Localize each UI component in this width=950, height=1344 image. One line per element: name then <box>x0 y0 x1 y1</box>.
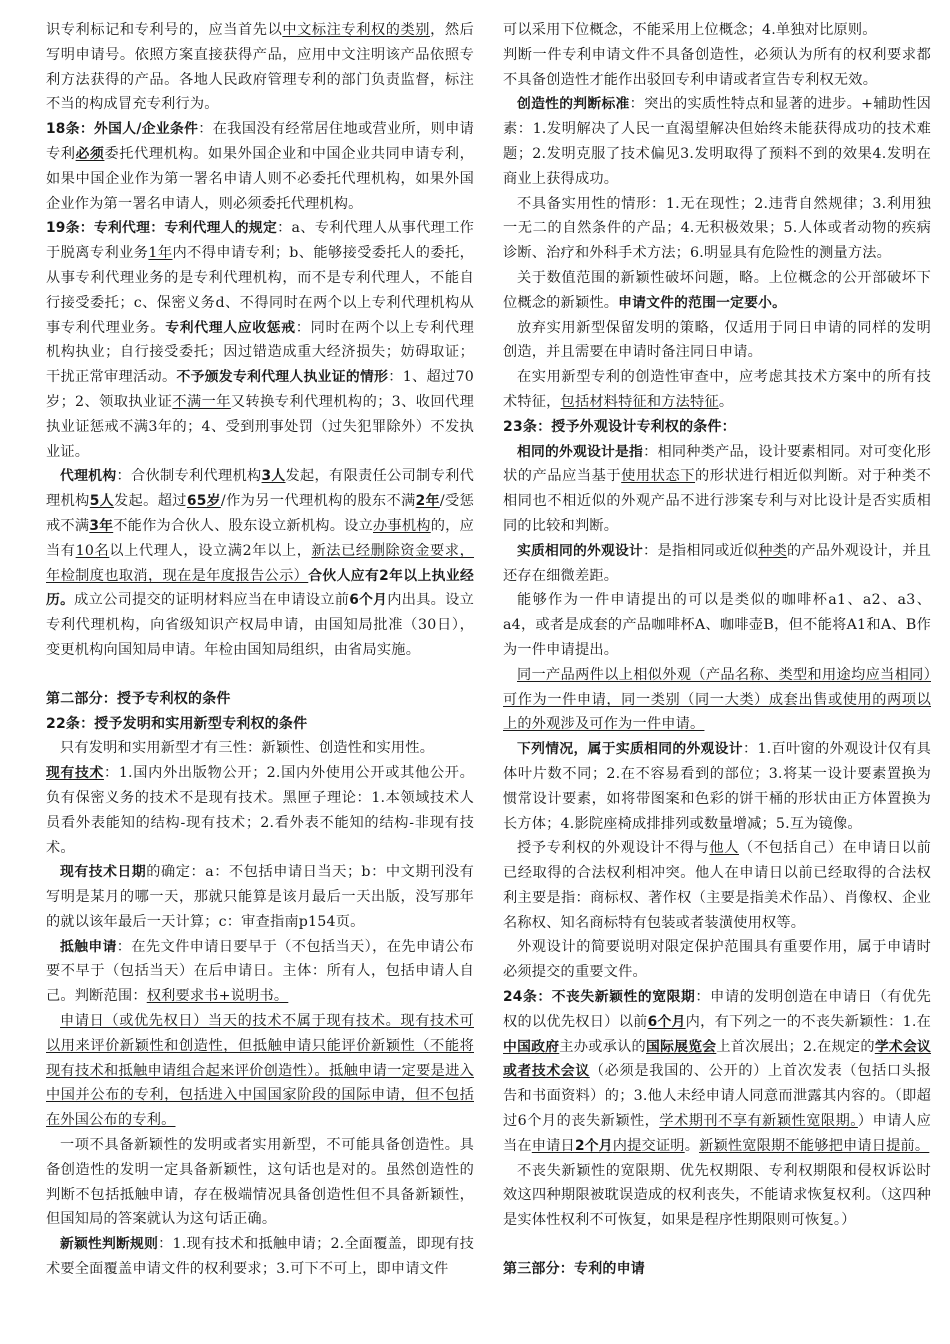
paragraph: 申请日（或优先权日）当天的技术不属于现有技术。现有技术可以用来评价新颖性和创造性，但抵触申请只能评价新颖性（不能将现有技术和抵触申请组合起来评价创造性）。抵触申请一定要是进入中国并公布的专利，包括进入中国国家阶段的国际申请，但不包括在外国公布的专利。 <box>46 1013 474 1129</box>
conflicting-application-paragraph: 抵触申请：在先文件申请日要早于（不包括当天），在先申请公布要不早于（包括当天）在后申请日。主体：所有人，包括申请人自己。判断范围：权利要求书+说明书。 <box>46 938 474 1005</box>
paragraph: 识专利标记和专利号的，应当首先以中文标注专利权的类别，然后写明申请号。依照方案直接获得产品，应用中文注明该产品依照专利方法获得的产品。各地人民政府管理专利的部门负责监督，标注不当的构成冒充专利行为。 <box>46 22 474 113</box>
paragraph: 判断一件专利申请文件不具备创造性，必须认为所有的权利要求都不具备创造性才能作出驳回专利申请或者宣告专利权无效。 <box>503 46 931 88</box>
paragraph: 只有发明和实用新型才有三性：新颖性、创造性和实用性。 <box>60 740 435 757</box>
article-heading: 19条：专利代理：专利代理人的规定 <box>46 220 278 237</box>
paragraph: 外观设计的简要说明对限定保护范围具有重要作用，属于申请时必须提交的重要文件。 <box>503 939 931 981</box>
paragraph: 不丧失新颖性的宽限期、优先权期限、专利权期限和侵权诉讼时效这四种期限被耽误造成的权利丧失，不能请求恢复权利。（这四种是实体性权利不可恢复，如果是程序性期限则可恢复。） <box>503 1162 931 1229</box>
part-heading: 第三部分：专利的申请 <box>503 1261 645 1278</box>
paragraph: 同一产品两件以上相似外观（产品名称、类型和用途均应当相同）可作为一件申请，同一类别（同一大类）成套出售或使用的两项以上的外观涉及可作为一件申请。 <box>503 666 931 733</box>
article-22-heading: 22条：授予发明和实用新型专利权的条件 <box>46 715 308 732</box>
substantially-same-paragraph: 实质相同的外观设计：是指相同或近似种类的产品外观设计，并且还存在细微差距。 <box>503 542 931 584</box>
article-24: 24条：不丧失新颖性的宽限期：申请的发明创造在申请日（有优先权的以优先权日）以前6个月内，有下列之一的不丧失新颖性：1.在中国政府主办或承认的国际展览会上首次展出；2.在规定的学术会议或者技术会议（必须是我国的、公开的）上首次发表（包括口头报告和书面资料）的；3.他人未经申请人同意而泄露其内容的。（即超过6个月的丧失新颖性，学术期刊不享有新颖性宽限期。）申请人应当在申请日2个月内提交证明。新颖性宽限期不能够把申请日提前。 <box>503 989 932 1154</box>
paragraph: 关于数值范围的新颖性破坏问题，略。上位概念的公开部破坏下位概念的新颖性。申请文件的范围一定要小。 <box>503 269 931 311</box>
agency-paragraph: 代理机构：合伙制专利代理机构3人发起，有限责任公司制专利代理机构5人发起。超过65岁/作为另一代理机构的股东不满2年/受惩戒不满3年不能作为合伙人、股东设立新机构。设立办事机构的，应当有10名以上代理人，设立满2年以上，新法已经删除资金要求，年检制度也取消，现在是年度报告公示）合伙人应有2年以上执业经历。成立公司提交的证明材料应当在申请设立前6个月内出具。设立专利代理机构，向省级知识产权局申请，由国知局批准（30日），变更机构向国知局申请。年检由国知局组织，由省局实施。 <box>46 468 475 658</box>
creativity-standard-paragraph: 创造性的判断标准：突出的实质性特点和显著的进步。+辅助性因素：1.发明解决了人民一直渴望解决但始终未能获得成功的技术难题；2.发明克服了技术偏见3.发明取得了预料不到的效果4.发明在商业上获得成功。 <box>503 96 931 187</box>
left-column <box>46 18 474 1282</box>
substantially-same-cases-paragraph: 下列情况，属于实质相同的外观设计：1.百叶窗的外观设计仅有具体叶片数不同；2.在不容易看到的部位；3.将某一设计要素置换为惯常设计要素，如将带图案和色彩的饼干桶的形状由正方体置换为长方体；4.影院座椅成排排列或数量增减；5.互为镜像。 <box>503 741 932 832</box>
prior-art-paragraph: 现有技术：1.国内外出版物公开；2.国内外使用公开或其他公开。负有保密义务的技术不是现有技术。黑匣子理论：1.本领域技术人员看外表能知的结构-现有技术；2.看外表不能知的结构-非现有技术。 <box>46 765 474 856</box>
paragraph: 可以采用下位概念，不能采用上位概念；4.单独对比原则。 <box>503 22 877 38</box>
same-design-paragraph: 相同的外观设计是指：相同种类产品，设计要素相同。对可变化形状的产品应当基于使用状态下的形状进行相近似判断。对于种类不相同也不相近似的外观产品不进行涉案专利与对比设计是否实质相同的比较和判断。 <box>503 443 931 534</box>
article-19: 19条：专利代理：专利代理人的规定：a、专利代理人从事代理工作于脱离专利业务1年内不得申请专利；b、能够接受委托人的委托，从事专利代理业务的是专利代理机构，而不是专利代理人，不能自行接受委托；c、保密义务d、不得同时在两个以上专利代理机构从事专利代理业务。专利代理人应收惩戒：同时在两个以上专利代理机构执业；自行接受委托；因过错造成重大经济损失；妨碍取证；干扰正常审理活动。不予颁发专利代理人执业证的情形：1、超过70岁；2、领取执业证不满一年又转换专利代理机构的；3、收回代理执业证惩戒不满3年的；4、受到刑事处罚（过失犯罪除外）不发执业证。 <box>46 220 475 460</box>
paragraph: 在实用新型专利的创造性审查中，应考虑其技术方案中的所有技术特征，包括材料特征和方法特征。 <box>503 369 931 410</box>
article-18: 18条：外国人/企业条件：在我国没有经常居住地或营业所，则申请专利必须委托代理机构。如果外国企业和中国企业共同申请专利，如果中国企业作为第一署名申请人则不必委托代理机构，如果外国企业作为第一署名申请人，则必须委托代理机构。 <box>46 121 474 212</box>
prior-art-date-paragraph: 现有技术日期的确定：a：不包括申请日当天；b：中文期刊没有写明是某月的哪一天，那就只能算是该月最后一天出版，没写那年的就以该年最后一天计算；c：审查指南p154页。 <box>46 864 474 930</box>
part-heading: 第二部分：授予专利权的条件 <box>46 690 231 707</box>
paragraph: 放弃实用新型保留发明的策略，仅适用于同日申请的同样的发明创造，并且需要在申请时备注同日申请。 <box>503 319 931 361</box>
paragraph: 一项不具备新颖性的发明或者实用新型，不可能具备创造性。具备创造性的发明一定具备新颖性，这句话也是对的。虽然创造性的判断不包括抵触申请，存在极端情况具备创造性但不具备新颖性，但国知局的答案就认为这句话正确。 <box>46 1137 474 1228</box>
article-heading: 18条：外国人/企业条件 <box>46 121 199 138</box>
novelty-rules-paragraph: 新颖性判断规则：1.现有技术和抵触申请；2.全面覆盖，即现有技术要全面覆盖申请文件的权利要求；3.可下不可上，即申请文件 <box>46 1236 475 1278</box>
paragraph: 不具备实用性的情形：1.无在现性；2.违背自然规律；3.利用独一无二的自然条件的产品；4.无积极效果；5.人体或者动物的疾病诊断、治疗和外科手术方法；6.明显具有危险性的测量方法。 <box>503 195 931 262</box>
paragraph: 能够作为一件申请提出的可以是类似的咖啡杯a1、a2、a3、a4，或者是成套的产品咖啡杯A、咖啡壶B，但不能将A1和A、B作为一件申请提出。 <box>503 592 931 658</box>
right-column <box>503 18 931 1282</box>
article-23-heading: 23条：授予外观设计专利权的条件： <box>503 418 736 435</box>
paragraph: 授予专利权的外观设计不得与他人（不包括自己）在申请日以前已经取得的合法权利相冲突。他人在申请日以前已经取得的合法权利主要是指：商标权、著作权（主要是指美术作品）、肖像权、企业名称权、知名商标特有包装或者装潢使用权等。 <box>503 840 931 931</box>
